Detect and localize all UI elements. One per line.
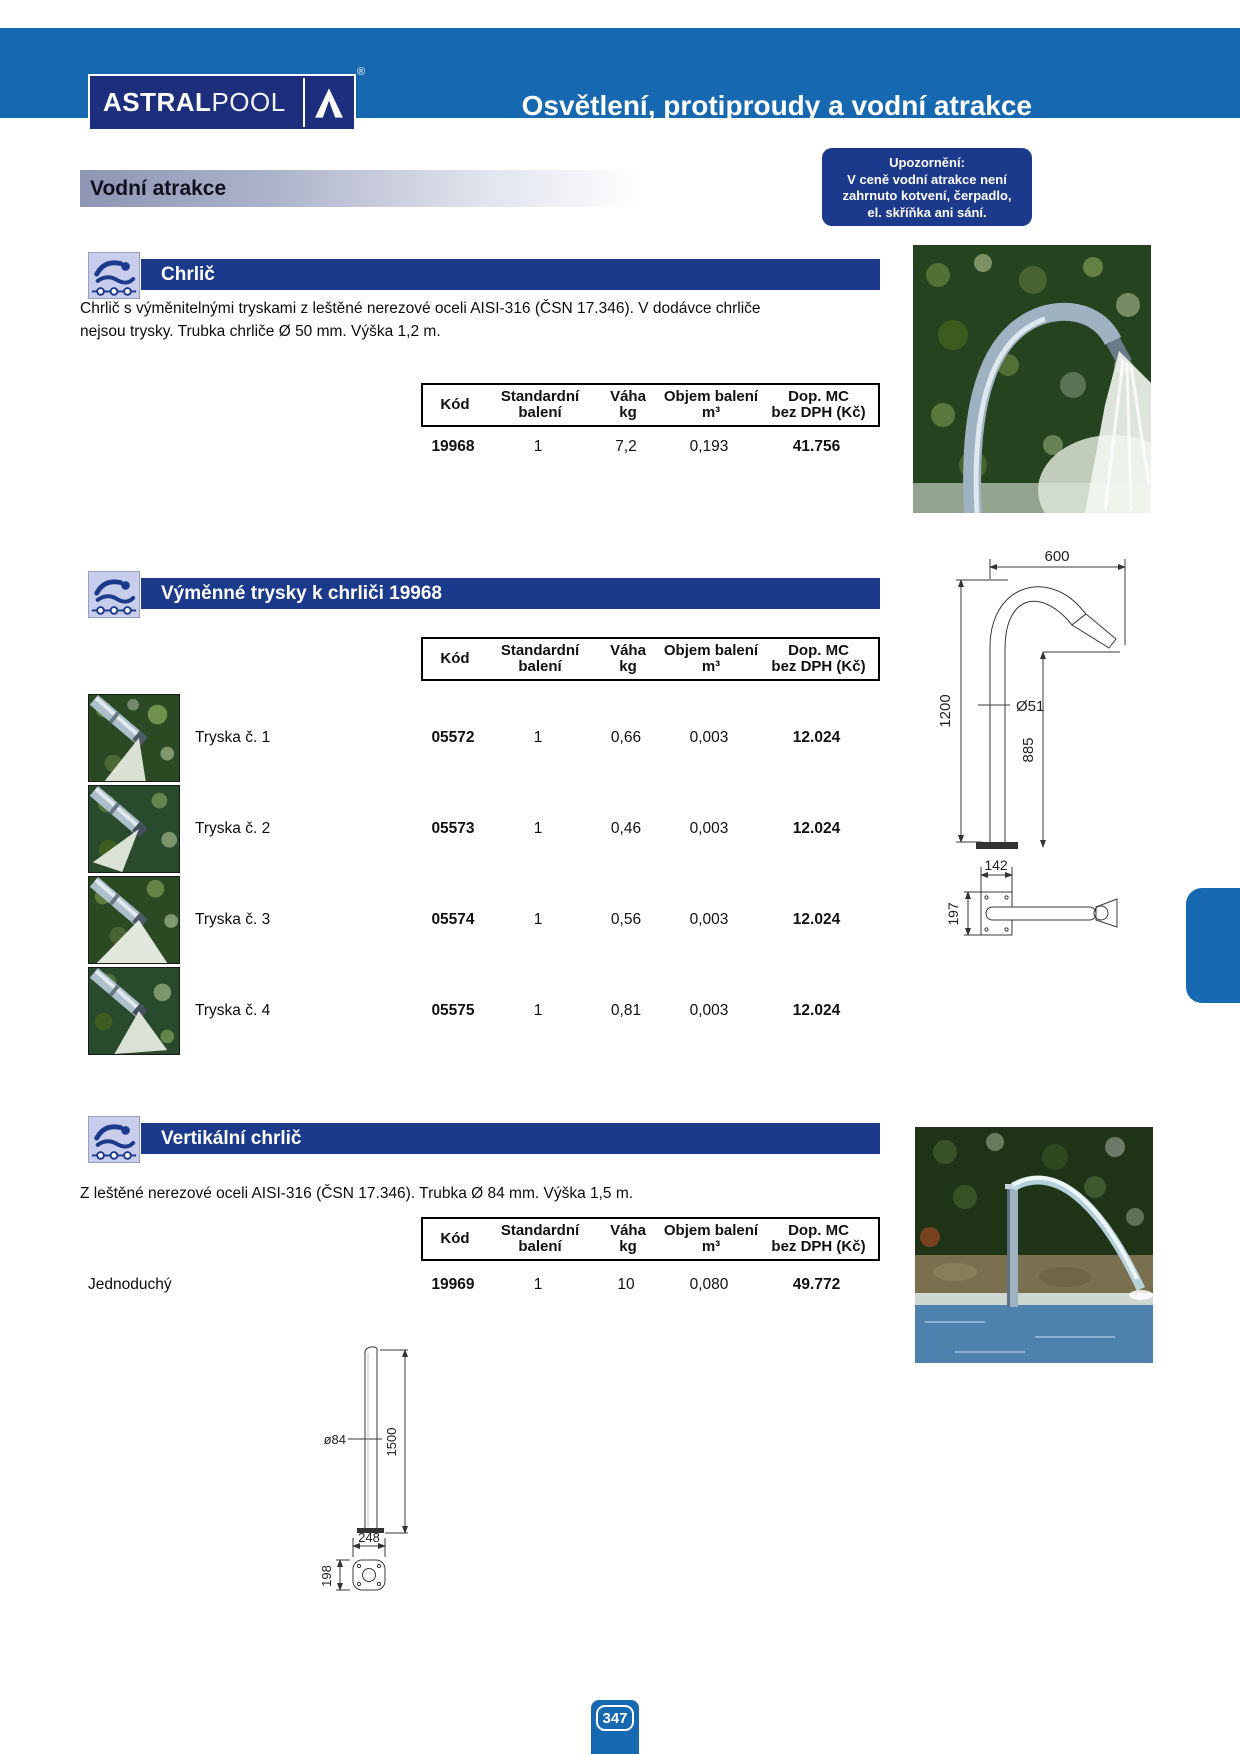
cell-baleni: 1 bbox=[533, 911, 543, 928]
product-photo-vertikalni bbox=[915, 1127, 1153, 1363]
col-kod: Kód bbox=[440, 650, 470, 667]
section-header-chrlic bbox=[141, 259, 880, 290]
cell-baleni: 1 bbox=[533, 1002, 543, 1019]
technical-drawing-vertical bbox=[300, 1335, 440, 1645]
table-header bbox=[421, 1217, 880, 1261]
row-label: Tryska č. 1 bbox=[195, 729, 271, 746]
cell-objem: 0,080 bbox=[689, 1276, 729, 1293]
dim-height: 1500 bbox=[384, 1427, 399, 1457]
page-number: 347 bbox=[596, 1705, 634, 1731]
logo-text bbox=[90, 87, 286, 118]
table-row bbox=[421, 729, 880, 747]
notice-title: Upozornění: bbox=[889, 155, 965, 170]
row-label: Tryska č. 2 bbox=[195, 820, 271, 837]
table-row bbox=[421, 1276, 880, 1294]
logo-a-mark-icon bbox=[303, 78, 352, 127]
cell-objem: 0,003 bbox=[689, 1002, 729, 1019]
logo-text-bold: ASTRAL bbox=[103, 87, 212, 117]
cell-baleni: 1 bbox=[533, 1276, 543, 1293]
astralpool-logo bbox=[88, 74, 356, 131]
col-kod: Kód bbox=[440, 396, 470, 413]
chapter-band bbox=[80, 170, 740, 207]
section-description: Chrlič s výměnitelnými tryskami z leštěné nerezové oceli AISI-316 (ČSN 17.346). V dodávce chrliče nejsou trysky. Trubka chrliče Ø 50 mm. Výška 1,2 m. bbox=[80, 300, 761, 340]
col-cena: Dop. MC bez DPH (Kč) bbox=[771, 388, 866, 421]
col-cena: Dop. MC bez DPH (Kč) bbox=[771, 642, 866, 675]
cell-kod: 05573 bbox=[431, 820, 475, 837]
nozzle-photo-1 bbox=[88, 694, 180, 782]
cell-objem: 0,193 bbox=[689, 438, 729, 455]
section-title: Vertikální chrlič bbox=[161, 1127, 302, 1149]
dim-diameter: Ø51 bbox=[1016, 698, 1045, 715]
col-vaha: Váha kg bbox=[610, 642, 646, 675]
cell-baleni: 1 bbox=[533, 438, 543, 455]
page-title: Osvětlení, protiproudy a vodní atrakce bbox=[521, 90, 1032, 121]
col-baleni: Standardní balení bbox=[500, 1222, 580, 1255]
water-attraction-icon bbox=[88, 252, 140, 299]
cell-cena: 41.756 bbox=[792, 438, 841, 455]
section-title: Chrlič bbox=[161, 263, 215, 285]
table-row bbox=[421, 820, 880, 838]
product-photo-chrlic bbox=[913, 245, 1151, 513]
cell-vaha: 7,2 bbox=[615, 438, 637, 455]
cell-objem: 0,003 bbox=[689, 729, 729, 746]
cell-cena: 12.024 bbox=[792, 1002, 841, 1019]
col-objem: Objem balení m³ bbox=[663, 642, 759, 675]
header-band bbox=[0, 28, 1240, 121]
cell-vaha: 0,66 bbox=[610, 729, 642, 746]
notice-line: el. skříňka ani sání. bbox=[867, 204, 987, 220]
dim-plate-width: 248 bbox=[358, 1530, 380, 1545]
table-row bbox=[421, 1002, 880, 1020]
registered-trademark: ® bbox=[357, 66, 366, 78]
notice-box bbox=[822, 148, 1032, 226]
dim-plate-depth: 197 bbox=[945, 902, 961, 926]
cell-cena: 12.024 bbox=[792, 820, 841, 837]
col-objem: Objem balení m³ bbox=[663, 1222, 759, 1255]
cell-kod: 05572 bbox=[431, 729, 475, 746]
page-number-tab bbox=[591, 1700, 639, 1754]
cell-cena: 12.024 bbox=[792, 729, 841, 746]
cell-cena: 49.772 bbox=[792, 1276, 841, 1293]
col-baleni: Standardní balení bbox=[500, 642, 580, 675]
cell-kod: 19968 bbox=[431, 438, 475, 455]
nozzle-photo-2 bbox=[88, 785, 180, 873]
col-kod: Kód bbox=[440, 1230, 470, 1247]
column-outline bbox=[365, 1347, 377, 1351]
col-baleni: Standardní balení bbox=[500, 388, 580, 421]
cell-kod: 19969 bbox=[431, 1276, 475, 1293]
table-row bbox=[421, 438, 880, 456]
logo-text-light: POOL bbox=[211, 87, 286, 117]
cell-objem: 0,003 bbox=[689, 820, 729, 837]
water-attraction-icon bbox=[88, 571, 140, 618]
cell-cena: 12.024 bbox=[792, 911, 841, 928]
cell-objem: 0,003 bbox=[689, 911, 729, 928]
col-vaha: Váha kg bbox=[610, 1222, 646, 1255]
cell-vaha: 0,81 bbox=[610, 1002, 642, 1019]
page-edge-tab bbox=[1186, 888, 1240, 1003]
table-header bbox=[421, 383, 880, 427]
row-label: Tryska č. 3 bbox=[195, 911, 271, 928]
dim-plate-width: 142 bbox=[984, 857, 1008, 873]
nozzle-photo-3 bbox=[88, 876, 180, 964]
row-label: Jednoduchý bbox=[88, 1276, 172, 1293]
section-description: Z leštěné nerezové oceli AISI-316 (ČSN 17.346). Trubka Ø 84 mm. Výška 1,5 m. bbox=[80, 1185, 634, 1202]
dim-plate-depth: 198 bbox=[319, 1565, 334, 1587]
section-header-trysky bbox=[141, 578, 880, 609]
chapter-band-title: Vodní atrakce bbox=[90, 176, 227, 200]
cell-baleni: 1 bbox=[533, 820, 543, 837]
table-row bbox=[421, 911, 880, 929]
dim-diameter: ø84 bbox=[323, 1432, 346, 1447]
cell-baleni: 1 bbox=[533, 729, 543, 746]
section-header-vertikalni bbox=[141, 1123, 880, 1154]
cell-vaha: 0,56 bbox=[610, 911, 642, 928]
row-label: Tryska č. 4 bbox=[195, 1002, 271, 1019]
notice-line: V ceně vodní atrakce není bbox=[847, 171, 1007, 187]
dim-outlet-height: 885 bbox=[1020, 737, 1037, 763]
notice-line: zahrnuto kotvení, čerpadlo, bbox=[842, 188, 1012, 203]
cell-kod: 05575 bbox=[431, 1002, 475, 1019]
cell-vaha: 0,46 bbox=[610, 820, 642, 837]
table-header bbox=[421, 637, 880, 681]
col-cena: Dop. MC bez DPH (Kč) bbox=[771, 1222, 866, 1255]
technical-drawing-spout bbox=[920, 545, 1170, 965]
cell-kod: 05574 bbox=[431, 911, 475, 928]
dim-width-top: 600 bbox=[1044, 548, 1070, 565]
cell-vaha: 10 bbox=[617, 1276, 635, 1293]
dim-height: 1200 bbox=[937, 694, 954, 728]
section-title: Výměnné trysky k chrliči 19968 bbox=[161, 582, 442, 604]
nozzle-photo-4 bbox=[88, 967, 180, 1055]
col-objem: Objem balení m³ bbox=[663, 388, 759, 421]
water-attraction-icon bbox=[88, 1116, 140, 1163]
col-vaha: Váha kg bbox=[610, 388, 646, 421]
